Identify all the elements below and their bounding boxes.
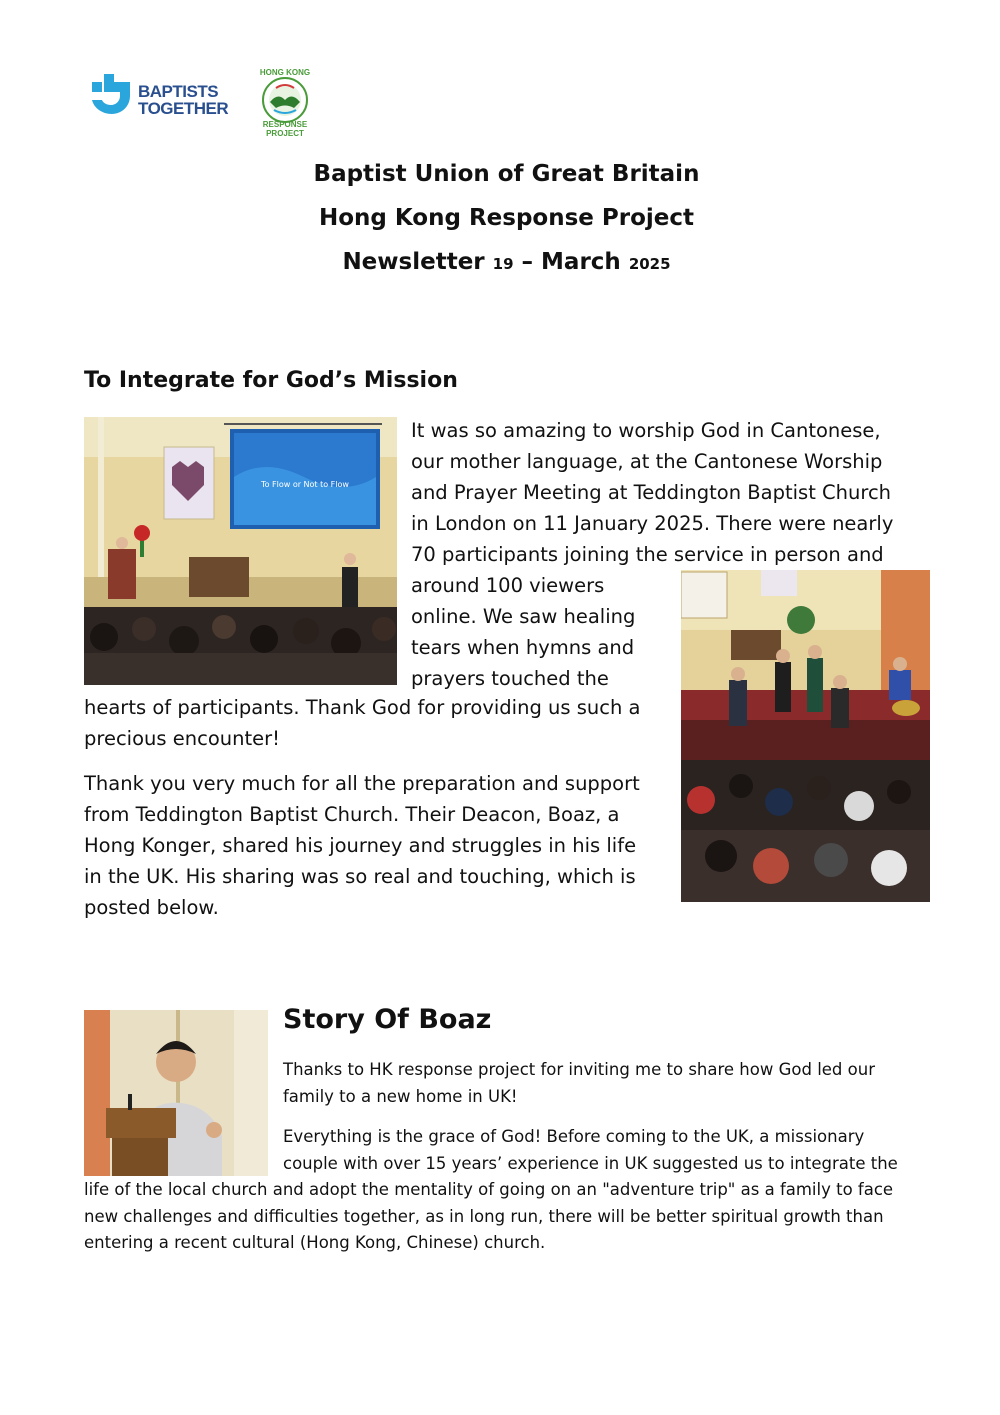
text-line: posted below. — [84, 896, 219, 919]
title-line-project: Hong Kong Response Project — [318, 205, 694, 231]
story-paragraph2-top — [283, 1124, 898, 1177]
section-heading-integrate: To Integrate for God’s Mission — [84, 368, 458, 393]
text-line: around 100 viewers — [411, 574, 605, 597]
baptists-together-cross-icon — [90, 72, 136, 120]
text-line: and Prayer Meeting at Teddington Baptist Church — [411, 481, 892, 504]
section1-paragraph1-top — [411, 415, 893, 694]
text-line: from Teddington Baptist Church. Their Deacon, Boaz, a — [84, 803, 620, 826]
story-paragraph2-bottom — [84, 1177, 893, 1257]
issue-month: – March — [513, 249, 629, 275]
text-line: It was so amazing to worship God in Cantonese, — [411, 419, 881, 442]
story-paragraph1 — [283, 1057, 875, 1110]
title-line-issue — [0, 240, 1000, 286]
section-heading-story: Story Of Boaz — [283, 1004, 492, 1035]
issue-year: 2025 — [628, 255, 671, 273]
worship-meeting-photo — [84, 417, 397, 685]
issue-label: Newsletter — [342, 249, 493, 275]
title-line-organisation: Baptist Union of Great Britain — [313, 161, 700, 187]
text-line: our mother language, at the Cantonese Worship — [411, 450, 883, 473]
hk-response-project-logo — [250, 66, 320, 138]
text-line: in the UK. His sharing was so real and touching, which is — [84, 865, 636, 888]
text-line: hearts of participants. Thank God for providing us such a — [84, 696, 641, 719]
boaz-photo — [84, 1010, 268, 1176]
section1-paragraph2 — [84, 768, 640, 923]
logo-bottom-text: RESPONSE PROJECT — [262, 120, 308, 138]
text-line: Hong Konger, shared his journey and struggles in his life — [84, 834, 637, 857]
baptists-together-logo — [90, 72, 240, 120]
logo-line-2: TOGETHER — [138, 99, 229, 118]
text-line: Thank you very much for all the preparation and support — [84, 772, 640, 795]
text-line: 70 participants joining the service in person and — [411, 543, 884, 566]
logo-line-1: BAPTISTS — [138, 82, 219, 101]
text-line: prayers touched the — [411, 667, 609, 690]
issue-number: 19 — [492, 255, 514, 273]
text-line: tears when hymns and — [411, 636, 635, 659]
newsletter-title-block — [0, 152, 1000, 286]
text-line: precious encounter! — [84, 727, 280, 750]
text-line: family to a new home in UK! — [283, 1086, 518, 1106]
section1-paragraph1-bottom — [84, 692, 641, 754]
text-line: new challenges and difficulties together, as in long run, there will be better spiritual growth than — [84, 1206, 884, 1226]
logo-top-text: HONG KONG — [259, 68, 311, 77]
text-line: life of the local church and adopt the mentality of going on an "adventure trip" as a family to face — [84, 1180, 894, 1199]
projector-slide-caption: To Flow or Not to Flow — [261, 480, 349, 489]
text-line: entering a recent cultural (Hong Kong, Chinese) church. — [84, 1233, 546, 1252]
text-line: couple with over 15 years’ experience in UK suggested us to integrate the — [283, 1153, 898, 1173]
text-line: Everything is the grace of God! Before coming to the UK, a missionary — [283, 1127, 865, 1146]
text-line: in London on 11 January 2025. There were nearly — [411, 512, 894, 535]
text-line: Thanks to HK response project for inviting me to share how God led our — [283, 1060, 875, 1079]
text-line: online. We saw healing — [411, 605, 636, 628]
